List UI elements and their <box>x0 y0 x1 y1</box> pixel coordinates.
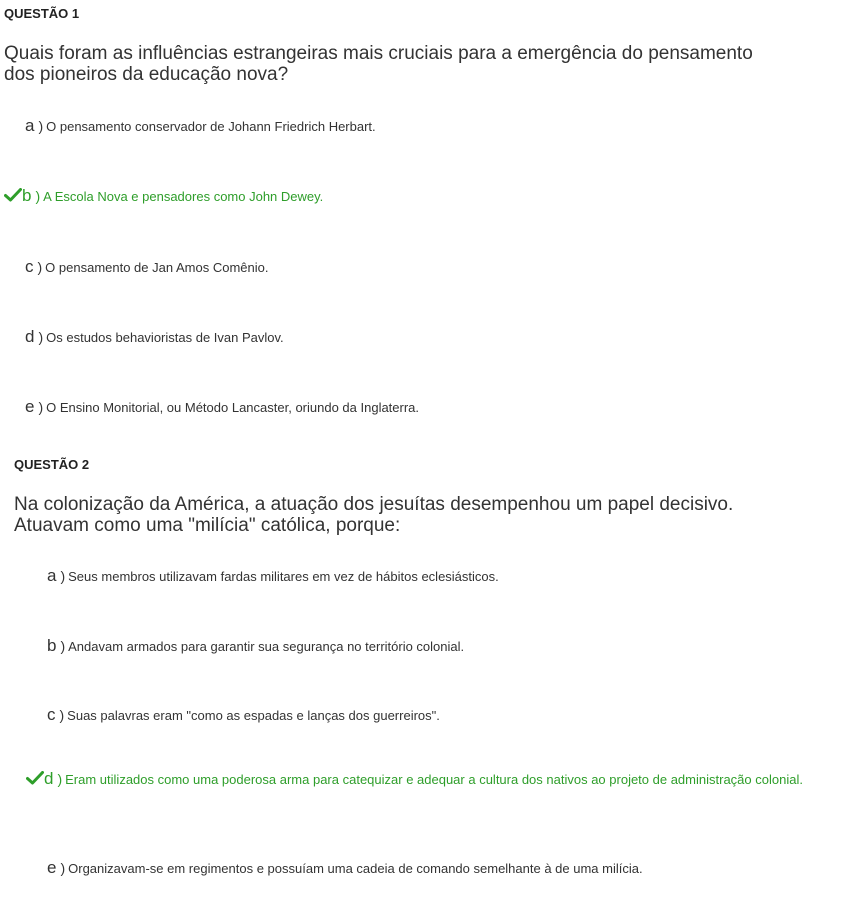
option-c[interactable] <box>25 257 268 277</box>
option-b[interactable] <box>47 636 464 656</box>
option-letter: c <box>25 257 34 276</box>
question-text-line-2: Atuavam como uma "milícia" católica, porque: <box>14 515 401 536</box>
option-text: Andavam armados para garantir sua segurança no território colonial. <box>68 639 465 654</box>
option-text: O Ensino Monitorial, ou Método Lancaster, oriundo da Inglaterra. <box>46 400 420 415</box>
option-paren: ) <box>38 329 44 345</box>
option-letter: a <box>25 116 35 135</box>
option-text: Os estudos behavioristas de Ivan Pavlov. <box>46 330 284 345</box>
option-text: Eram utilizados como uma poderosa arma para catequizar e adequar a cultura dos nativos ao projeto de administração colonial. <box>65 772 803 787</box>
option-text: Seus membros utilizavam fardas militares em vez de hábitos eclesiásticos. <box>68 569 499 584</box>
option-a[interactable] <box>47 566 499 586</box>
option-paren: ) <box>38 118 44 134</box>
question-title: QUESTÃO 2 <box>14 457 90 472</box>
question-text-line-1: Na colonização da América, a atuação dos jesuítas desempenhou um papel decisivo. <box>14 494 734 515</box>
option-letter: d <box>44 769 54 788</box>
option-paren: ) <box>35 188 41 204</box>
question-title: QUESTÃO 1 <box>4 6 80 21</box>
question-text-line-1: Quais foram as influências estrangeiras mais cruciais para a emergência do pensamento <box>4 43 753 64</box>
option-text: O pensamento de Jan Amos Comênio. <box>45 260 269 275</box>
option-paren: ) <box>60 568 66 584</box>
option-a[interactable] <box>25 116 376 136</box>
option-paren: ) <box>37 259 43 275</box>
option-letter: a <box>47 566 57 585</box>
option-text: A Escola Nova e pensadores como John Dewey. <box>43 189 324 204</box>
option-paren: ) <box>60 638 66 654</box>
option-letter: d <box>25 327 35 346</box>
option-b[interactable] <box>4 186 323 206</box>
option-e[interactable] <box>25 397 419 417</box>
option-paren: ) <box>38 399 44 415</box>
option-e[interactable] <box>47 858 643 878</box>
option-letter: b <box>47 636 57 655</box>
option-letter: e <box>25 397 35 416</box>
option-text: Organizavam-se em regimentos e possuíam uma cadeia de comando semelhante à de uma milícia. <box>68 861 643 876</box>
checkmark-icon <box>26 766 44 780</box>
option-letter: c <box>47 705 56 724</box>
checkmark-icon <box>4 188 22 202</box>
option-text: O pensamento conservador de Johann Friedrich Herbart. <box>46 119 376 134</box>
option-paren: ) <box>57 771 63 787</box>
option-c[interactable] <box>47 705 440 725</box>
option-d[interactable] <box>25 327 284 347</box>
option-paren: ) <box>60 860 66 876</box>
option-letter: e <box>47 858 57 877</box>
option-text: Suas palavras eram "como as espadas e lanças dos guerreiros". <box>67 708 440 723</box>
option-d[interactable] <box>26 764 826 794</box>
option-letter: b <box>22 186 32 205</box>
question-text-line-2: dos pioneiros da educação nova? <box>4 64 289 85</box>
option-paren: ) <box>59 707 65 723</box>
